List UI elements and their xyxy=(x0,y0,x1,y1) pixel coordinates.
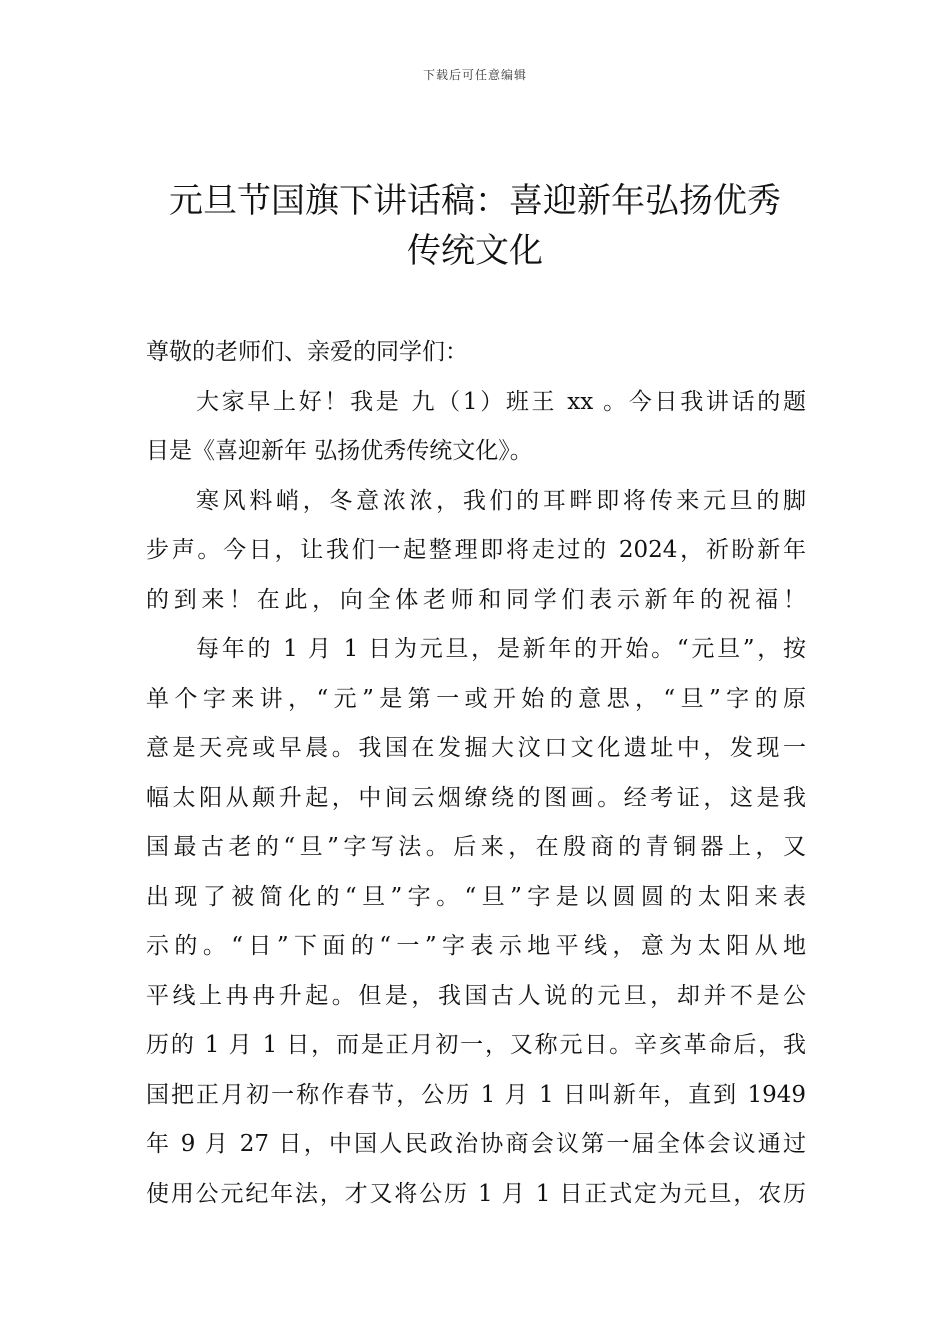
paragraph-3-line: 平线上冉冉升起。但是，我国古人说的元旦，却并不是公 xyxy=(146,982,806,1009)
header-note: 下载后可任意编辑 xyxy=(422,68,527,82)
paragraph-2-line: 的到来！在此，向全体老师和同学们表示新年的祝福！ xyxy=(146,586,806,613)
document-body xyxy=(146,328,806,1219)
paragraph-3-line: 国把正月初一称作春节，公历 1 月 1 日叫新年，直到 1949 xyxy=(146,1081,806,1108)
title-line-2: 传统文化 xyxy=(407,231,543,271)
paragraph-3-line: 单个字来讲，“元”是第一或开始的意思，“旦”字的原 xyxy=(146,685,806,712)
paragraph-3-line: 国最古老的“旦”字写法。后来，在殷商的青铜器上，又 xyxy=(146,834,806,860)
title-line-1: 元旦节国旗下讲话稿：喜迎新年弘扬优秀 xyxy=(169,181,781,221)
salutation: 尊敬的老师们、亲爱的同学们： xyxy=(146,339,468,365)
paragraph-1-line: 大家早上好！我是 九（1）班王 xx 。今日我讲话的题 xyxy=(196,388,806,415)
paragraph-2-line: 寒风料峭，冬意浓浓，我们的耳畔即将传来元旦的脚 xyxy=(196,487,806,514)
paragraph-3-line: 历的 1 月 1 日，而是正月初一，又称元日。辛亥革命后，我 xyxy=(146,1032,806,1058)
document-title xyxy=(140,176,810,276)
paragraph-3-line: 每年的 1 月 1 日为元旦，是新年的开始。“元旦”，按 xyxy=(196,636,806,662)
paragraph-3-line: 使用公元纪年法，才又将公历 1 月 1 日正式定为元旦，农历 xyxy=(146,1180,806,1207)
paragraph-3-line: 年 9 月 27 日，中国人民政治协商会议第一届全体会议通过 xyxy=(146,1131,806,1157)
paragraph-3-line: 意是天亮或早晨。我国在发掘大汶口文化遗址中，发现一 xyxy=(146,735,806,761)
paragraph-2-line: 步声。今日，让我们一起整理即将走过的 2024，祈盼新年 xyxy=(146,537,806,563)
paragraph-1-line: 目是《喜迎新年 弘扬优秀传统文化》。 xyxy=(146,438,533,464)
paragraph-3-line: 示的。“日”下面的“一”字表示地平线，意为太阳从地 xyxy=(146,933,806,959)
paragraph-3-line: 出现了被简化的“旦”字。“旦”字是以圆圆的太阳来表 xyxy=(146,883,806,910)
paragraph-3-line: 幅太阳从颠升起，中间云烟缭绕的图画。经考证，这是我 xyxy=(146,784,806,811)
